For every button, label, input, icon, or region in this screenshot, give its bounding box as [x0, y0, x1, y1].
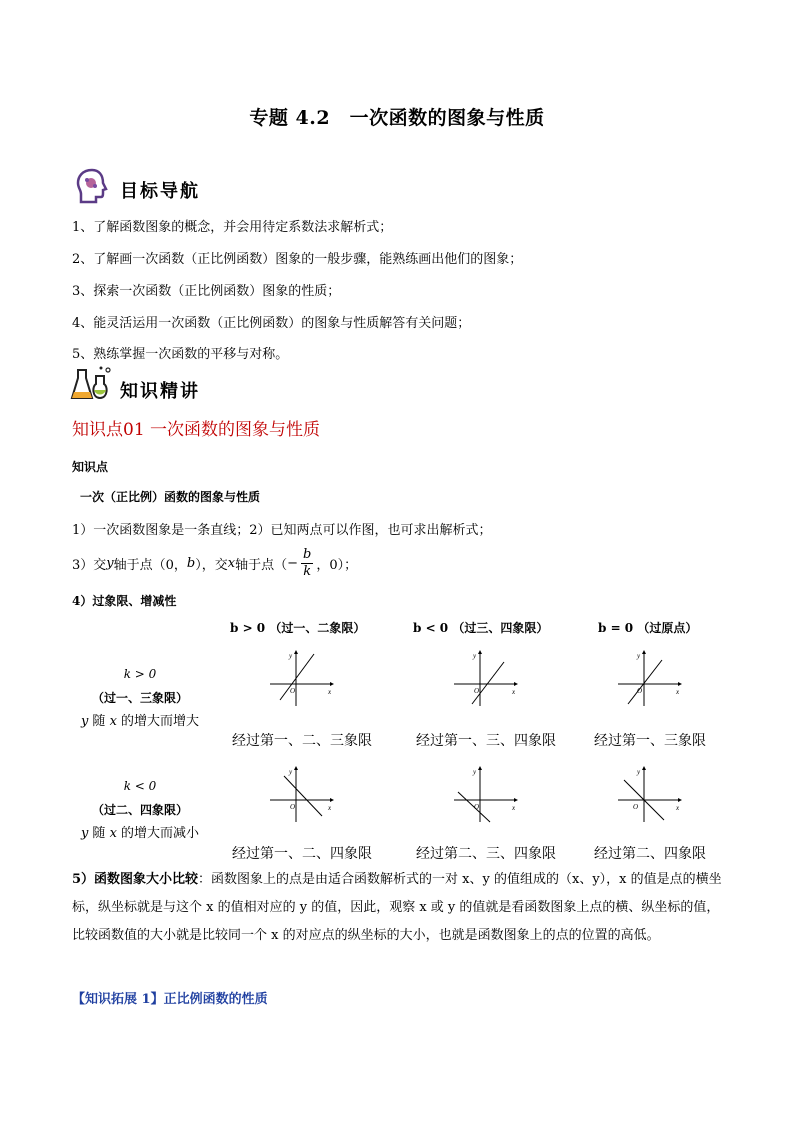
goal-item: 1、了解函数图象的概念，并会用待定系数法求解析式；	[72, 220, 393, 235]
knowledge-line-4: 4）过象限、增减性	[72, 594, 177, 608]
extension-heading[interactable]: 【知识拓展 1】正比例函数的性质	[72, 992, 268, 1007]
graph-k-pos-b-neg	[452, 648, 522, 708]
trend-text: 的增大而增大	[116, 714, 200, 729]
svg-text:y: y	[289, 652, 293, 660]
row-quadrants: （过二、四象限）	[91, 803, 188, 817]
row-trend	[70, 710, 210, 734]
line3-text: 轴于点（	[235, 557, 288, 573]
goals-heading: 目标导航	[120, 181, 200, 202]
graph-k-pos-b-zero	[616, 648, 686, 708]
svg-text:x: x	[512, 804, 516, 812]
graph-k-neg-b-pos	[268, 764, 338, 824]
col-header-b-zero: b = 0 （过原点）	[598, 621, 698, 635]
goal-item: 3、探索一次函数（正比例函数）图象的性质；	[72, 284, 341, 299]
page-title: 专题 4.2 一次函数的图象与性质	[249, 107, 545, 129]
col-header-b-negative: b < 0 （过三、四象限）	[413, 621, 549, 635]
caption-k-pos-b-neg: 经过第一、三、四象限	[416, 733, 556, 749]
caption-k-neg-b-neg: 经过第二、三、四象限	[416, 846, 556, 862]
trend-y: y	[80, 714, 89, 729]
row-quadrants: （过一、三象限）	[91, 691, 188, 705]
svg-text:x: x	[512, 688, 516, 696]
trend-text: 的增大而减小	[116, 826, 200, 841]
row-cond: k < 0	[123, 779, 157, 793]
trend-text: 随	[88, 826, 110, 841]
graph-k-neg-b-zero	[616, 764, 686, 824]
goal-item: 4、能灵活运用一次函数（正比例函数）的图象与性质解答有关问题；	[72, 316, 471, 331]
var-b: b	[186, 555, 196, 571]
line3-text: ），交	[195, 557, 228, 573]
row-trend	[70, 822, 210, 846]
svg-text:x: x	[328, 688, 332, 696]
row-label-k-negative	[70, 774, 210, 846]
knowledge-subheading: 一次（正比例）函数的图象与性质	[80, 490, 261, 504]
col-header-b-positive: b > 0 （过一、二象限）	[230, 621, 366, 635]
caption-k-pos-b-pos: 经过第一、二、三象限	[232, 733, 372, 749]
line5-bold: 5）函数图象大小比较	[72, 872, 199, 887]
trend-text: 随	[88, 714, 110, 729]
line3-text: 3）交	[72, 557, 107, 573]
goal-item: 5、熟练掌握一次函数的平移与对称。	[72, 347, 289, 362]
caption-k-neg-b-zero: 经过第二、四象限	[594, 846, 706, 862]
svg-text:O: O	[633, 803, 639, 811]
svg-text:x: x	[676, 804, 680, 812]
knowledge-line-5	[72, 866, 722, 950]
graph-k-pos-b-pos	[268, 648, 338, 708]
fraction	[301, 547, 313, 580]
knowledge-line-3	[72, 545, 357, 581]
line3-text: 轴于点（0，	[113, 557, 187, 573]
knowledge-heading: 知识精讲	[120, 381, 200, 402]
svg-text:O: O	[290, 803, 296, 811]
line5-text: ：函数图象上的点是由适合函数解析式的一对 x、y 的值组成的（x、y），x 的值是点的横坐标，纵坐标就是与这个 x 的值相对应的 y 的值，因此，观察 x 或 y 的值就是看函数图象上点的横、纵坐标的值，比较函数值的大小就是比较同一个 x 的对应点的纵坐标的大小，也就是函数图象上的点的位置的高低。	[72, 872, 722, 943]
svg-text:y: y	[473, 768, 477, 776]
svg-text:y: y	[289, 768, 293, 776]
svg-text:O: O	[637, 687, 643, 695]
svg-text:y: y	[637, 652, 641, 660]
knowledge-label: 知识点	[72, 460, 109, 474]
caption-k-pos-b-zero: 经过第一、三象限	[594, 733, 706, 749]
line3-text: ，0）；	[316, 557, 358, 573]
goal-item: 2、了解画一次函数（正比例函数）图象的一般步骤，能熟练画出他们的图象；	[72, 252, 523, 267]
knowledge-point-title: 知识点01 一次函数的图象与性质	[72, 420, 321, 440]
svg-text:x: x	[328, 804, 332, 812]
minus-sign: −	[287, 555, 299, 571]
graph-k-neg-b-neg	[452, 764, 522, 824]
svg-text:O: O	[290, 687, 296, 695]
row-label-k-positive	[70, 662, 210, 734]
caption-k-neg-b-pos: 经过第一、二、四象限	[232, 846, 372, 862]
var-y: y	[106, 555, 114, 571]
trend-y: y	[80, 826, 89, 841]
svg-text:y: y	[637, 768, 641, 776]
trend-x: x	[109, 714, 117, 729]
var-x: x	[227, 555, 236, 571]
fraction-numerator: b	[303, 546, 312, 562]
fraction-denominator: k	[303, 563, 312, 579]
svg-text:O: O	[474, 687, 480, 695]
brain-head-icon	[72, 166, 112, 206]
trend-x: x	[109, 826, 117, 841]
flask-icon	[70, 364, 114, 404]
row-cond: k > 0	[123, 667, 157, 681]
knowledge-line-1: 1）一次函数图象是一条直线；2）已知两点可以作图，也可求出解析式；	[72, 523, 492, 538]
svg-text:y: y	[473, 652, 477, 660]
svg-text:O: O	[474, 803, 480, 811]
svg-text:x: x	[676, 688, 680, 696]
